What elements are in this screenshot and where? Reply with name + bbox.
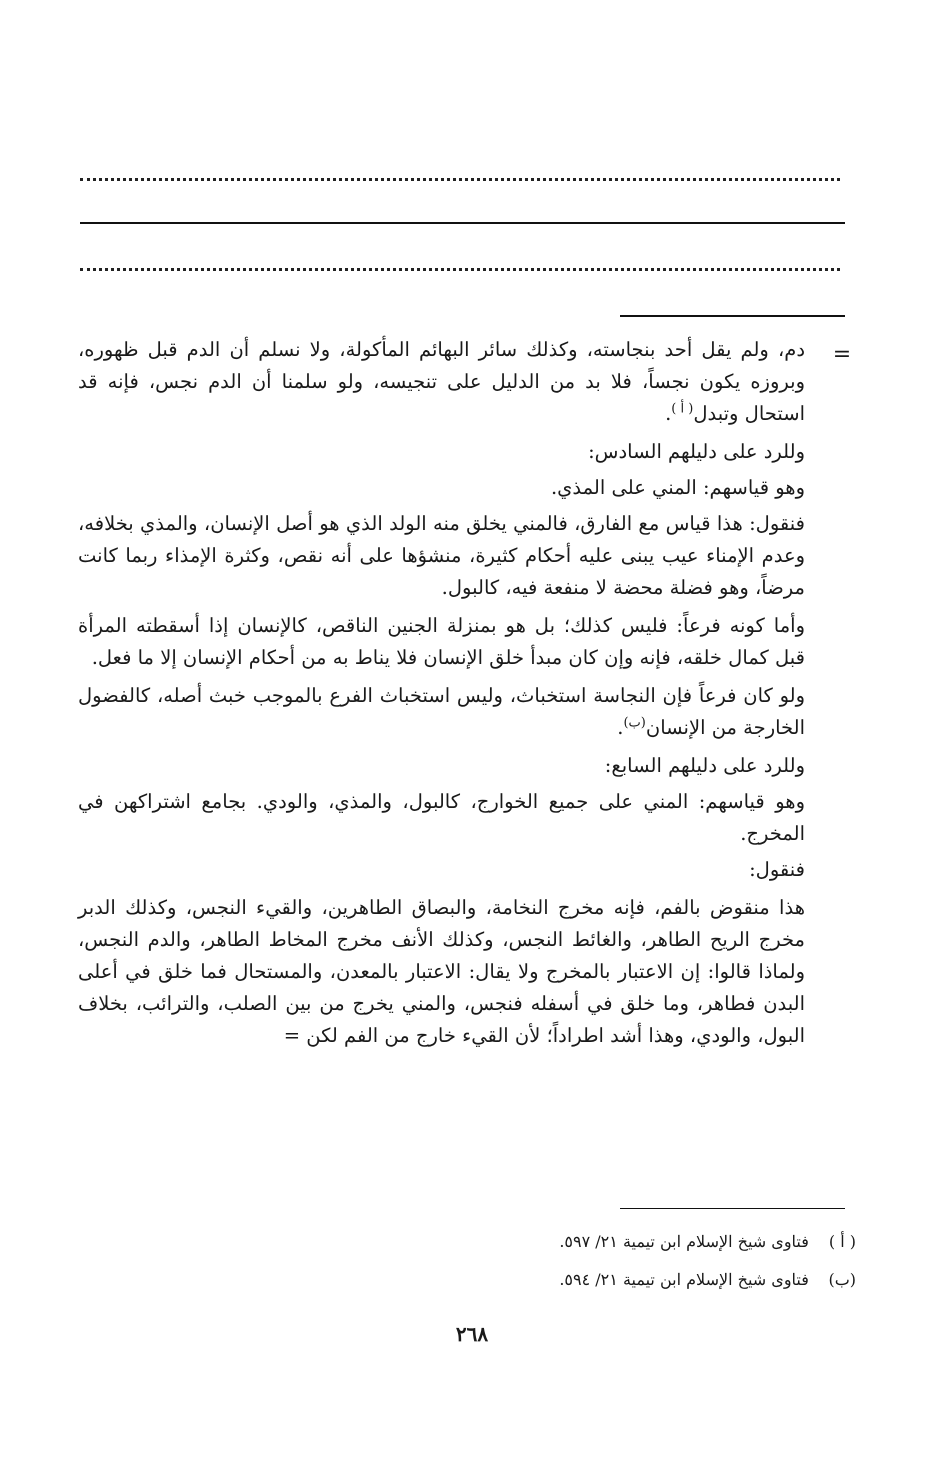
paragraph-6: ولو كان فرعاً فإن النجاسة استخباث، وليس استخباث الفرع بالموجب خبث أصله، كالفضول الخارجة من الإنسان$^{(ب)}$. [78, 684, 805, 739]
paragraph-9: فنقول: [749, 858, 805, 881]
page-number: ٢٦٨ [455, 1322, 489, 1346]
paragraph-2: وللرد على دليلهم السادس: [588, 440, 805, 463]
footnote-rule [620, 1208, 845, 1209]
footnote-text-b: فتاوى شيخ الإسلام ابن تيمية ٢١/ ٥٩٤. [559, 1270, 809, 1289]
paragraph-1: دم، ولم يقل أحد بنجاسته، وكذلك سائر البهائم المأكولة، ولا نسلم أن الدم قبل ظهوره، وبروزه يكون نجساً، فلا بد من الدليل على تنجيسه، ولو سلمنا أن الدم نجس، فإنه قد استحال وتبدل$^{( أ )}$. [78, 338, 805, 425]
solid-rule [80, 222, 845, 224]
dotted-rule-bottom [80, 268, 840, 279]
paragraph-8: وهو قياسهم: المني على جميع الخوارج، كالبول، والمذي، والودي. بجامع اشتراكهن في المخرج. [78, 790, 805, 845]
continuation-mark: = [832, 342, 852, 367]
footnote-marker-b: (ب) [828, 1270, 856, 1289]
paragraph-4: فنقول: هذا قياس مع الفارق، فالمني يخلق منه الولد الذي هو أصل الإنسان، والمذي بخلافه، وعدم الإمناء عيب يبنى عليه أحكام كثيرة، منشؤها على أنه نقص، وكثرة الإمذاء ربما كانت مرضاً، وهو فضلة محضة لا منفعة فيه، كالبول. [78, 512, 805, 599]
footnote-a [336, 1230, 856, 1254]
footnote-ref-b[interactable]: (ب) [623, 715, 646, 731]
footnote-ref-a[interactable]: ( أ ) [671, 401, 694, 417]
footnote-text-a: فتاوى شيخ الإسلام ابن تيمية ٢١/ ٥٩٧. [559, 1232, 809, 1251]
footnote-b [336, 1268, 856, 1292]
paragraph-5: وأما كونه فرعاً: فليس كذلك؛ بل هو بمنزلة الجنين الناقص، كالإنسان إذا أسقطته المرأة قبل كمال خلقه، فإنه وإن كان مبدأ خلق الإنسان فلا يناط به من أحكام الإنسان إلا ما فعل. [78, 614, 805, 669]
section-short-rule [620, 315, 845, 317]
footnote-marker-a: ( أ ) [828, 1232, 856, 1251]
paragraph-7: وللرد على دليلهم السابع: [604, 754, 805, 777]
main-text [78, 334, 805, 1056]
paragraph-10: هذا منقوض بالفم، فإنه مخرج النخامة، والبصاق الطاهرين، والقيء النجس، وكذلك الدبر مخرج الريح الطاهر، والغائط النجس، وكذلك الأنف مخرج المخاط الطاهر، والدم النجس، ولماذا قالوا: إن الاعتبار بالمخرج ولا يقال: الاعتبار بالمعدن، والمستحال فما خلق في أعلى البدن فطاهر، وما خلق في أسفله فنجس، والمني يخرج من بين الصلب، والترائب، بخلاف البول، والودي، وهذا أشد اطراداً؛ لأن القيء خارج من الفم لكن = [78, 896, 805, 1047]
dotted-rule-top [80, 178, 840, 189]
paragraph-3: وهو قياسهم: المني على المذي. [550, 476, 805, 499]
